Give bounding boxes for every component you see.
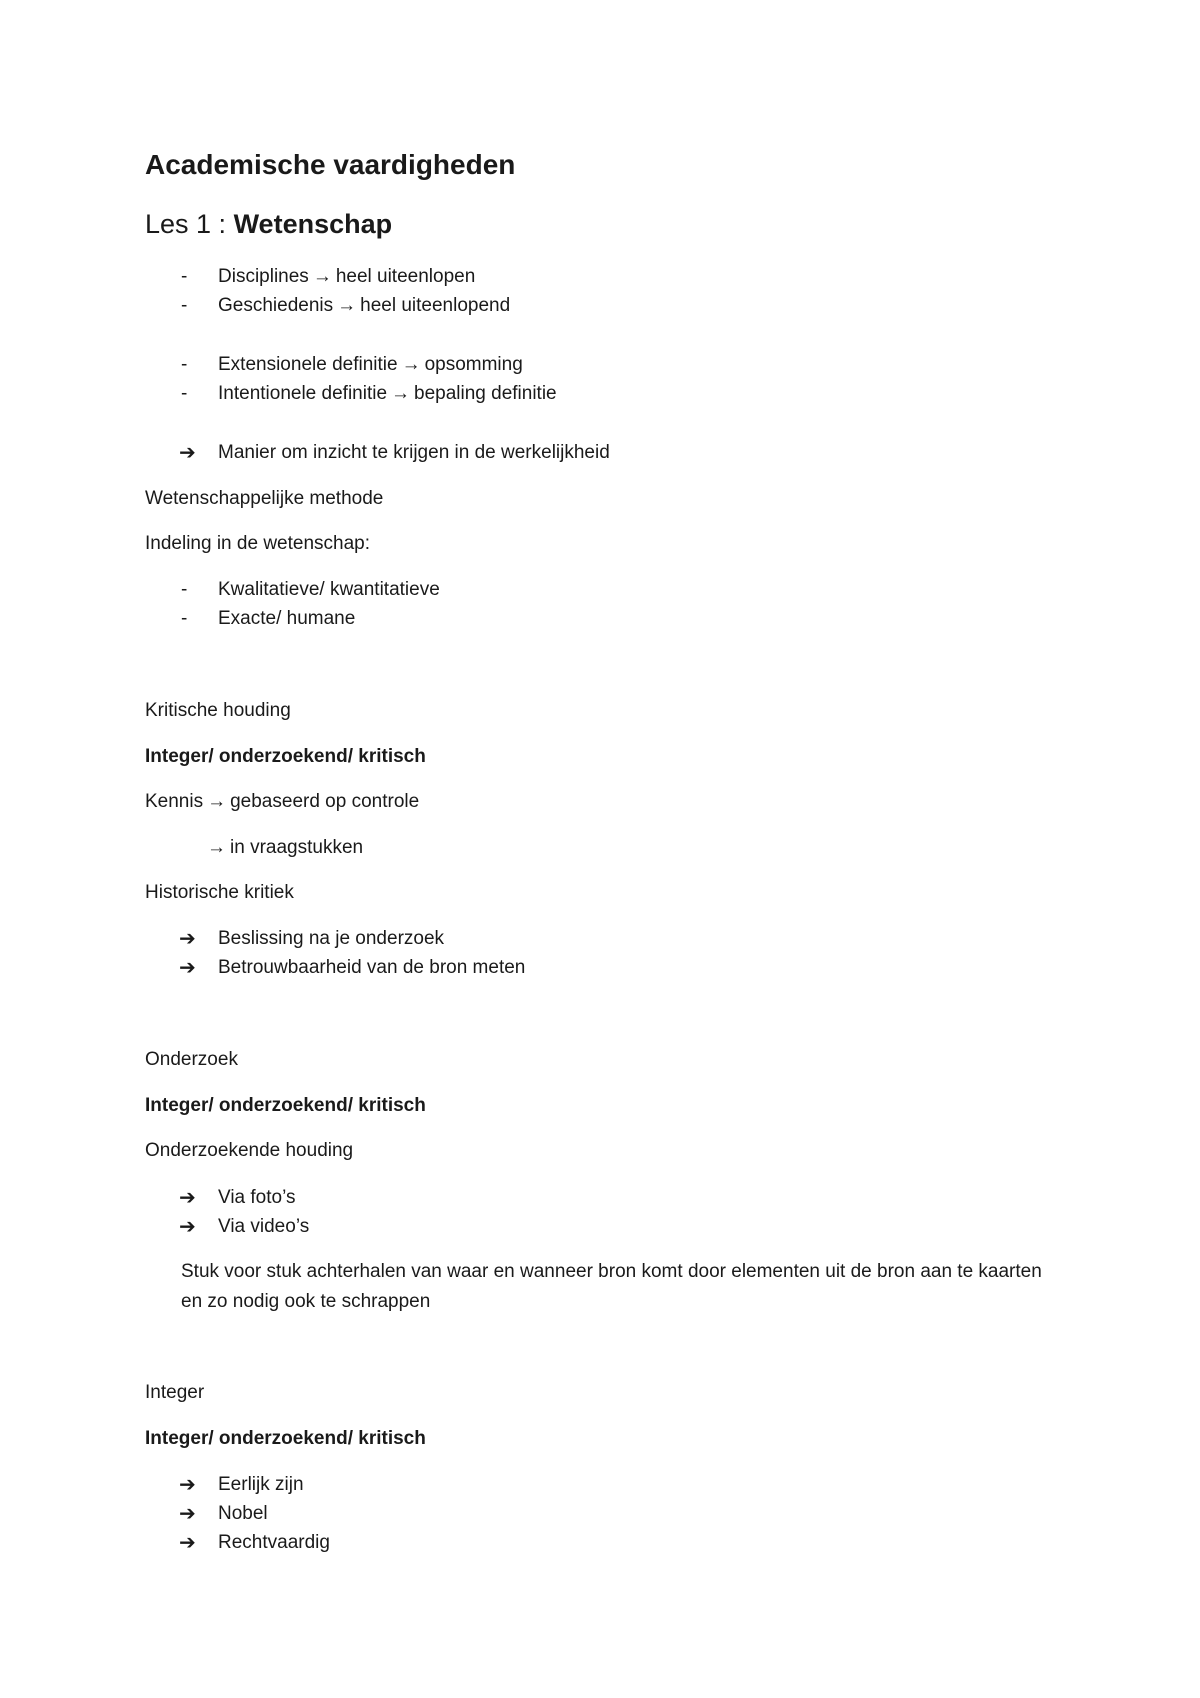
bold-line: Integer/ onderzoekend/ kritisch <box>145 1095 426 1116</box>
bold-line: Integer/ onderzoekend/ kritisch <box>145 1428 426 1449</box>
kennis-value-2: in vraagstukken <box>230 837 364 858</box>
arrow-right-icon: → <box>337 295 357 316</box>
arrow-item-text: Beslissing na je onderzoek <box>218 928 445 949</box>
bold-arrow-icon: ➔ <box>179 1187 196 1209</box>
bold-arrow-icon: ➔ <box>179 442 196 464</box>
lesson-name: Wetenschap <box>233 209 393 239</box>
document-title: Academische vaardigheden <box>145 149 516 180</box>
bold-arrow-icon: ➔ <box>179 1216 196 1238</box>
lesson-heading <box>145 207 392 241</box>
list-text: Exacte/ humane <box>218 608 356 629</box>
methode-text: Wetenschappelijke methode <box>145 488 384 509</box>
arrow-right-icon: → <box>391 383 411 404</box>
arrow-item-text: Via video’s <box>218 1216 310 1237</box>
arrow-right-icon: → <box>401 354 421 375</box>
kennis-term: Kennis <box>145 791 204 812</box>
dash-bullet: - <box>181 383 188 404</box>
section-heading: Kritische houding <box>145 700 291 721</box>
bold-arrow-icon: ➔ <box>179 1532 196 1554</box>
sub-heading: Onderzoekende houding <box>145 1140 354 1161</box>
kennis-line <box>145 790 419 814</box>
section-heading: Onderzoek <box>145 1049 238 1070</box>
arrow-item-text: Rechtvaardig <box>218 1532 330 1553</box>
kennis-value: gebaseerd op controle <box>230 791 420 812</box>
bold-arrow-icon: ➔ <box>179 957 196 979</box>
arrow-item-text: Nobel <box>218 1503 268 1524</box>
arrow-item-text: Eerlijk zijn <box>218 1474 304 1495</box>
dash-bullet: - <box>181 295 188 316</box>
list-term: Intentionele definitie <box>218 383 388 404</box>
historische-text: Historische kritiek <box>145 882 294 903</box>
list-value: bepaling definitie <box>414 383 557 404</box>
list-term: Disciplines <box>218 266 309 287</box>
arrow-item-text: Betrouwbaarheid van de bron meten <box>218 957 526 978</box>
kennis-line-2 <box>207 836 363 860</box>
section-heading: Integer <box>145 1382 205 1403</box>
dash-bullet: - <box>181 266 188 287</box>
bold-arrow-icon: ➔ <box>179 928 196 950</box>
list-term: Geschiedenis <box>218 295 334 316</box>
dash-bullet: - <box>181 608 188 629</box>
arrow-right-icon: → <box>207 791 227 812</box>
dash-bullet: - <box>181 354 188 375</box>
arrow-right-icon: → <box>207 837 226 858</box>
list-term: Extensionele definitie <box>218 354 398 375</box>
list-value: heel uiteenlopen <box>335 266 476 287</box>
bold-arrow-icon: ➔ <box>179 1474 196 1496</box>
arrow-right-icon: → <box>312 266 332 287</box>
paragraph: Stuk voor stuk achterhalen van waar en wanneer bron komt door elementen uit de bron aan te kaarten en zo nodig ook te schrappen <box>181 1261 1042 1312</box>
list-text: Kwalitatieve/ kwantitatieve <box>218 579 440 600</box>
bold-arrow-icon: ➔ <box>179 1503 196 1525</box>
bold-line: Integer/ onderzoekend/ kritisch <box>145 746 426 767</box>
indeling-text: Indeling in de wetenschap: <box>145 533 370 554</box>
lesson-prefix: Les 1 : <box>145 209 234 239</box>
list-value: heel uiteenlopend <box>360 295 511 316</box>
dash-bullet: - <box>181 579 188 600</box>
list-value: opsomming <box>424 354 523 375</box>
arrow-item-text: Via foto’s <box>218 1187 296 1208</box>
arrow-item-text: Manier om inzicht te krijgen in de werkelijkheid <box>218 442 610 463</box>
